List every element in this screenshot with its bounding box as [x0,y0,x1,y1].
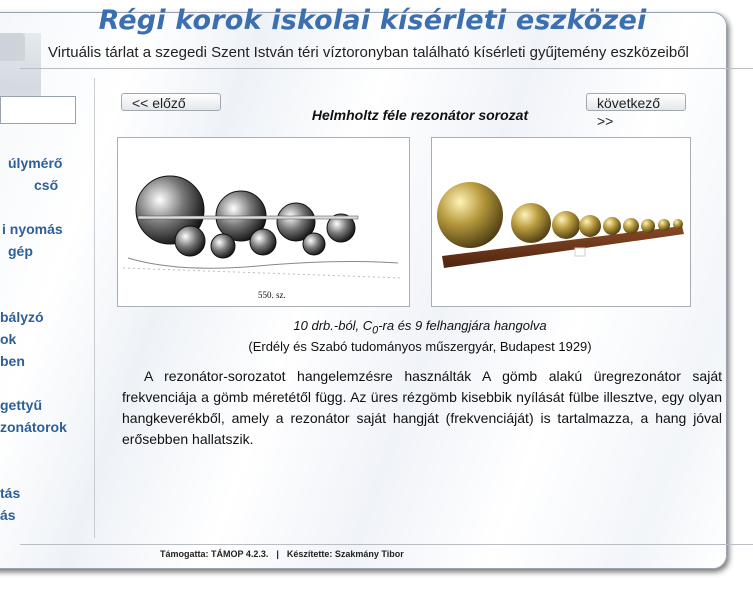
sidebar-item[interactable]: gép [8,243,33,259]
item-title: Helmholtz féle rezonátor sorozat [311,107,529,123]
next-button[interactable]: következő >> [586,93,686,111]
resonator-drawing-image [117,137,410,307]
sidebar-item[interactable]: bályzó [0,309,44,325]
sidebar-item[interactable]: ás [0,507,16,523]
sidebar-item[interactable]: i nyomás [2,221,63,237]
footer-separator: | [276,549,279,559]
engraving-svg [118,138,409,306]
footer-author: Készítette: Szakmány Tibor [286,549,404,559]
sidebar-item[interactable]: zonátorok [0,419,67,435]
footer-divider [20,544,753,545]
sidebar-item[interactable]: cső [34,177,59,193]
manufacturer-caption: (Erdély és Szabó tudományos műszergyár, Budapest 1929) [248,339,592,354]
footer [160,549,560,559]
drawing-number-label: 550. sz. [258,290,286,300]
sidebar [0,78,93,528]
site-title: Régi korok iskolai kísérleti eszközei [98,5,647,36]
sidebar-item[interactable]: ben [0,353,25,369]
site-subtitle: Virtuális tárlat a szegedi Szent István téri víztoronyban található kísérleti gyűjtemény eszközeiből [48,44,689,61]
image-caption: 10 drb.-ból, $C_0-ra$ és 9 felhangjára hangolva [293,318,547,337]
previous-button[interactable]: << előző [121,93,221,111]
sidebar-item[interactable]: gettyű [0,397,42,413]
header-divider [20,68,753,69]
sidebar-item[interactable]: tás [0,485,21,501]
resonator-photo-image [431,137,691,307]
sidebar-divider [94,78,95,538]
footer-support: Támogatta: TÁMOP 4.2.3. [160,549,269,559]
sidebar-item[interactable]: úlymérő [8,155,63,171]
item-description: A rezonátor-sorozatot hangelemzésre használták A gömb alakú üregrezonátor saját frekvenciája a gömb méretétől függ. Az üres rézgömb kisebbik nyílását fülbe illesztve, egy olyan hangkeverékből, amely a rezonátor saját hangját (frekvenciáját) is tartalmazza, a hang jóval erősebben hallatszik. [122,368,722,447]
sidebar-item[interactable]: ok [0,331,17,347]
photo-svg [432,138,690,306]
